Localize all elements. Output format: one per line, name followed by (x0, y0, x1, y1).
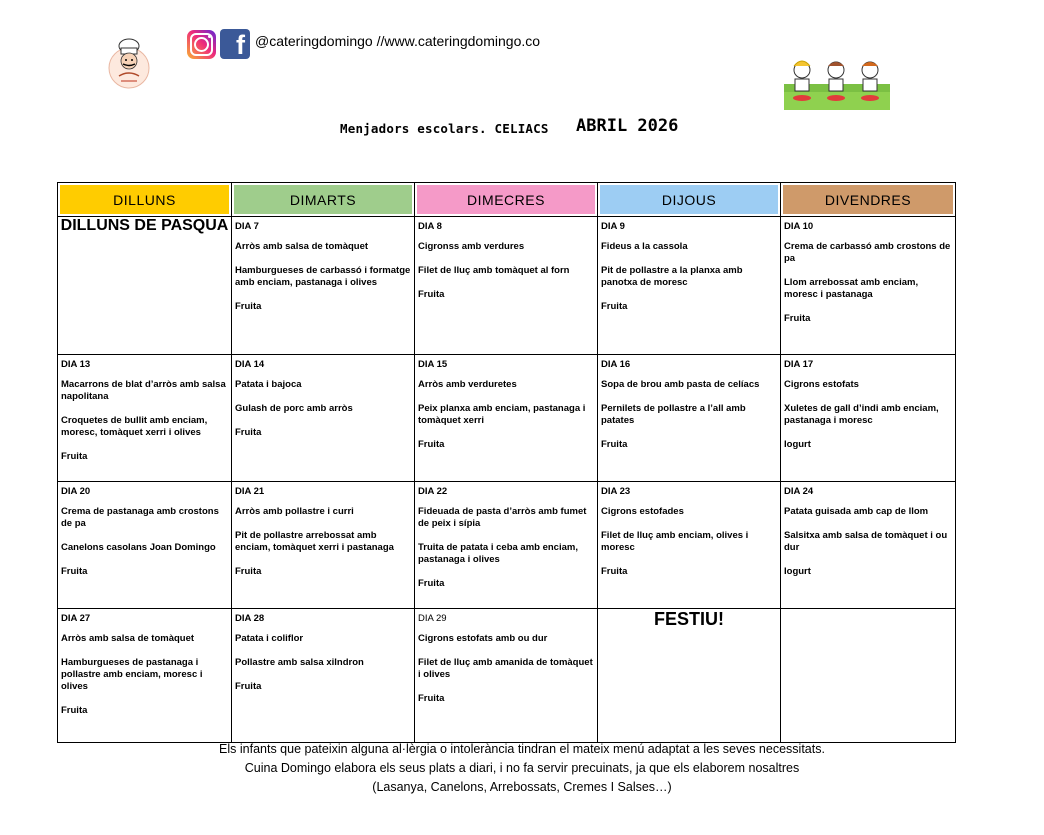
second-course: Pernilets de pollastre a l’all amb patates (601, 403, 746, 426)
second-course: Truita de patata i ceba amb enciam, pastanaga i olives (418, 542, 578, 565)
day-label: DIJOUS (600, 185, 778, 214)
menu-cell (781, 482, 956, 609)
first-course: Cigrons estofades (601, 506, 684, 517)
day-header-divendres (781, 183, 956, 217)
second-course: Gulash de porc amb arròs (235, 403, 353, 414)
day-number: DIA 20 (61, 486, 91, 497)
first-course: Fideuada de pasta d’arròs amb fumet de peix i sípia (418, 506, 587, 529)
day-label: DILLUNS (60, 185, 229, 214)
day-number: DIA 29 (418, 613, 447, 624)
first-course: Arròs amb pollastre i curri (235, 506, 354, 517)
day-number: DIA 24 (784, 486, 814, 497)
menu-table (57, 182, 956, 743)
second-course: Hamburgueses de pastanaga i pollastre amb enciam, moresc i olives (61, 657, 203, 692)
day-number: DIA 27 (61, 613, 91, 624)
menu-cell (232, 482, 415, 609)
dessert: Fruita (601, 301, 628, 312)
day-number: DIA 7 (235, 221, 259, 232)
dessert: Fruita (601, 439, 628, 450)
social-handle[interactable]: @cateringdomingo //www.cateringdomingo.co (255, 33, 541, 49)
menu-cell (58, 355, 232, 482)
footer-allergy-note: Els infants que pateixin alguna al·lèrgia o intolerància tindran el mateix menú adaptat a les seves necessitats. (219, 742, 825, 756)
dessert: Fruita (235, 681, 262, 692)
first-course: Arròs amb salsa de tomàquet (235, 241, 369, 252)
first-course: Arròs amb verduretes (418, 379, 517, 390)
dessert: Iogurt (784, 439, 811, 450)
menu-cell (598, 482, 781, 609)
children-eating-icon (784, 54, 890, 110)
dessert: Fruita (418, 693, 445, 704)
instagram-icon[interactable] (187, 30, 216, 59)
menu-cell (598, 217, 781, 355)
dessert: Fruita (418, 289, 445, 300)
second-course: Filet de lluç amb amanida de tomàquet i olives (418, 657, 593, 680)
menu-cell (232, 217, 415, 355)
menu-cell (415, 482, 598, 609)
dessert: Fruita (61, 451, 88, 462)
first-course: Crema de carbassó amb crostons de pa (784, 241, 951, 264)
dessert: Fruita (235, 566, 262, 577)
facebook-icon[interactable]: f (220, 29, 250, 59)
first-course: Sopa de brou amb pasta de celíacs (601, 379, 760, 390)
first-course: Patata i bajoca (235, 379, 302, 390)
menu-cell (781, 355, 956, 482)
day-number: DIA 23 (601, 486, 631, 497)
chef-logo-icon (101, 36, 157, 90)
second-course: Llom arrebossat amb enciam, moresc i pastanaga (784, 277, 919, 300)
first-course: Patata i coliflor (235, 633, 304, 644)
social-links (187, 29, 540, 59)
day-header-dimarts (232, 183, 415, 217)
second-course: Filet de lluç amb enciam, olives i moresc (601, 530, 749, 553)
first-course: Cigrons estofats (784, 379, 859, 390)
dessert: Fruita (418, 578, 445, 589)
footer-examples-note: (Lasanya, Canelons, Arrebossats, Cremes I Salses…) (372, 780, 672, 794)
menu-cell (58, 609, 232, 743)
menu-cell (232, 609, 415, 743)
first-course: Cigronss amb verdures (418, 241, 525, 252)
second-course: Pit de pollastre arrebossat amb enciam, tomàquet xerri i pastanaga (235, 530, 394, 553)
easter-monday-label: DILLUNS DE PASQUA (60, 217, 229, 234)
menu-cell (58, 217, 232, 355)
title-month: ABRIL 2026 (576, 116, 679, 136)
menu-cell (232, 355, 415, 482)
second-course: Hamburgueses de carbassó i formatge amb enciam, pastanaga i olives (235, 265, 411, 288)
day-number: DIA 14 (235, 359, 265, 370)
day-number: DIA 22 (418, 486, 448, 497)
day-label: DIVENDRES (783, 185, 953, 214)
day-header-dimecres (415, 183, 598, 217)
dessert: Iogurt (784, 566, 811, 577)
day-number: DIA 21 (235, 486, 265, 497)
day-number: DIA 17 (784, 359, 814, 370)
day-number: DIA 28 (235, 613, 265, 624)
second-course: Xuletes de gall d’indi amb enciam, pastanaga i moresc (784, 403, 939, 426)
first-course: Arròs amb salsa de tomàquet (61, 633, 195, 644)
menu-cell (415, 217, 598, 355)
day-number: DIA 16 (601, 359, 631, 370)
dessert: Fruita (61, 705, 88, 716)
dessert: Fruita (601, 566, 628, 577)
day-header-dilluns (58, 183, 232, 217)
day-header-row (58, 183, 956, 217)
second-course: Croquetes de bullit amb enciam, moresc, tomàquet xerri i olives (61, 415, 208, 438)
first-course: Macarrons de blat d’arròs amb salsa napolitana (61, 379, 226, 402)
second-course: Filet de lluç amb tomàquet al forn (418, 265, 570, 276)
day-number: DIA 10 (784, 221, 814, 232)
second-course: Peix planxa amb enciam, pastanaga i tomàquet xerri (418, 403, 586, 426)
menu-cell (415, 355, 598, 482)
second-course: Canelons casolans Joan Domingo (61, 542, 216, 553)
menu-cell (58, 482, 232, 609)
week-row (58, 609, 956, 743)
first-course: Cigrons estofats amb ou dur (418, 633, 548, 644)
day-number: DIA 13 (61, 359, 91, 370)
second-course: Pollastre amb salsa xilndron (235, 657, 364, 668)
menu-cell (598, 355, 781, 482)
dessert: Fruita (61, 566, 88, 577)
dessert: Fruita (235, 427, 262, 438)
second-course: Salsitxa amb salsa de tomàquet i ou dur (784, 530, 948, 553)
menu-cell (598, 609, 781, 743)
day-label: DIMECRES (417, 185, 595, 214)
title-subtitle: Menjadors escolars. CELIACS (340, 121, 549, 136)
day-number: DIA 9 (601, 221, 625, 232)
week-row (58, 482, 956, 609)
holiday-label: FESTIU! (654, 609, 724, 629)
day-number: DIA 15 (418, 359, 448, 370)
dessert: Fruita (784, 313, 811, 324)
dessert: Fruita (235, 301, 262, 312)
day-number: DIA 8 (418, 221, 442, 232)
menu-cell (781, 217, 956, 355)
week-row (58, 355, 956, 482)
dessert: Fruita (418, 439, 445, 450)
first-course: Fideus a la cassola (601, 241, 688, 252)
first-course: Crema de pastanaga amb crostons de pa (61, 506, 219, 529)
second-course: Pit de pollastre a la planxa amb panotxa de moresc (601, 265, 743, 288)
day-label: DIMARTS (234, 185, 412, 214)
day-header-dijous (598, 183, 781, 217)
first-course: Patata guisada amb cap de llom (784, 506, 929, 517)
week-row (58, 217, 956, 355)
footer-kitchen-note: Cuina Domingo elabora els seus plats a diari, i no fa servir precuinats, ja que els elaborem nosaltres (244, 761, 800, 775)
menu-cell (415, 609, 598, 743)
menu-cell (781, 609, 956, 743)
